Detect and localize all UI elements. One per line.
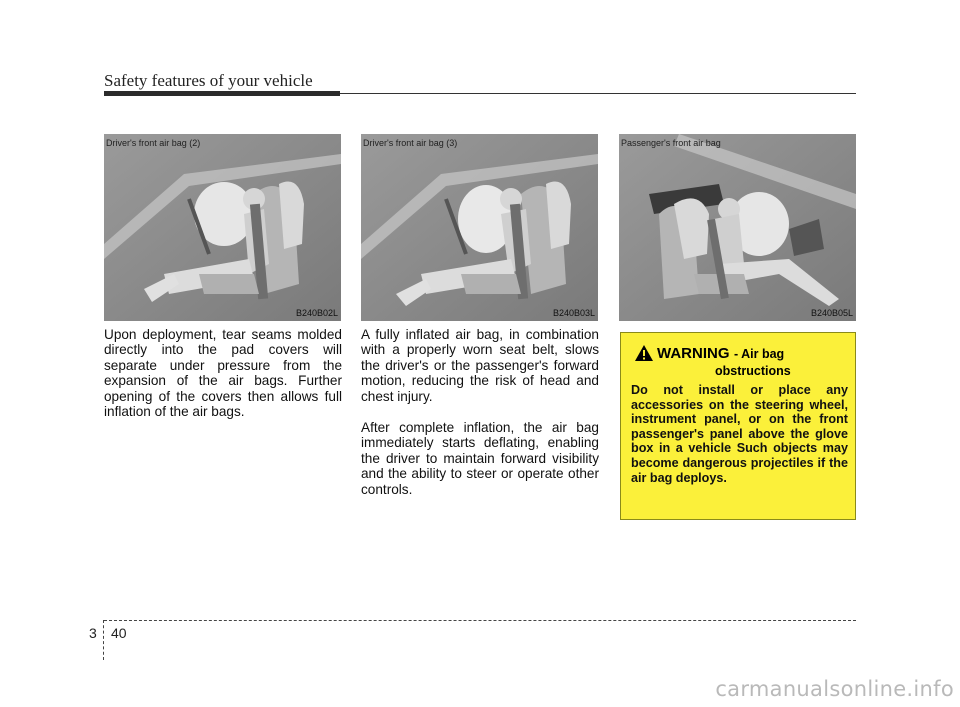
paragraph: After complete inflation, the air bag immediately starts deflating, enabling the driver to maintain forward visibility and the ability to steer or operate other controls. — [361, 420, 599, 497]
warning-triangle-icon — [635, 345, 653, 361]
page-number: 40 — [111, 625, 127, 641]
paragraph: A fully inflated air bag, in combination with a properly worn seat belt, slows the driver's or the passenger's forward motion, reducing the risk of head and chest injury. — [361, 327, 599, 404]
driver-airbag-illustration-3 — [361, 134, 598, 321]
figure-driver-airbag-2 — [104, 134, 341, 321]
column-2-text — [361, 327, 599, 513]
warning-body: Do not install or place any accessories on the steering wheel, instrument panel, or on the front passenger's panel above the glove box in a vehicle Such objects may become dangerous projectiles if the air bag deploys. — [631, 383, 848, 485]
footer-rule — [104, 620, 856, 621]
warning-subtitle: - Air bag — [733, 347, 785, 361]
figure-code: B240B03L — [552, 308, 595, 318]
driver-airbag-illustration-2 — [104, 134, 341, 321]
figure-code: B240B05L — [810, 308, 853, 318]
figure-passenger-airbag — [619, 134, 856, 321]
warning-header — [635, 345, 845, 378]
figure-code: B240B02L — [295, 308, 338, 318]
passenger-airbag-illustration — [619, 134, 856, 321]
figure-driver-airbag-3 — [361, 134, 598, 321]
figure-caption: Driver's front air bag (2) — [106, 138, 201, 148]
figure-caption: Passenger's front air bag — [621, 138, 721, 148]
footer-divider — [103, 620, 104, 660]
warning-subtitle-line-2: obstructions — [715, 364, 791, 378]
figure-caption: Driver's front air bag (3) — [363, 138, 458, 148]
chapter-number: 3 — [89, 625, 97, 641]
column-1-text — [104, 327, 342, 435]
warning-box — [620, 332, 856, 520]
header-bar — [104, 91, 340, 96]
section-title: Safety features of your vehicle — [104, 71, 313, 90]
paragraph: Upon deployment, tear seams molded directly into the pad covers will separate under pressure from the expansion of the air bags. Further opening of the covers then allows full inflation of the air bags. — [104, 327, 342, 420]
warning-title: WARNING — [657, 345, 730, 362]
watermark: carmanualsonline.info — [715, 677, 954, 701]
